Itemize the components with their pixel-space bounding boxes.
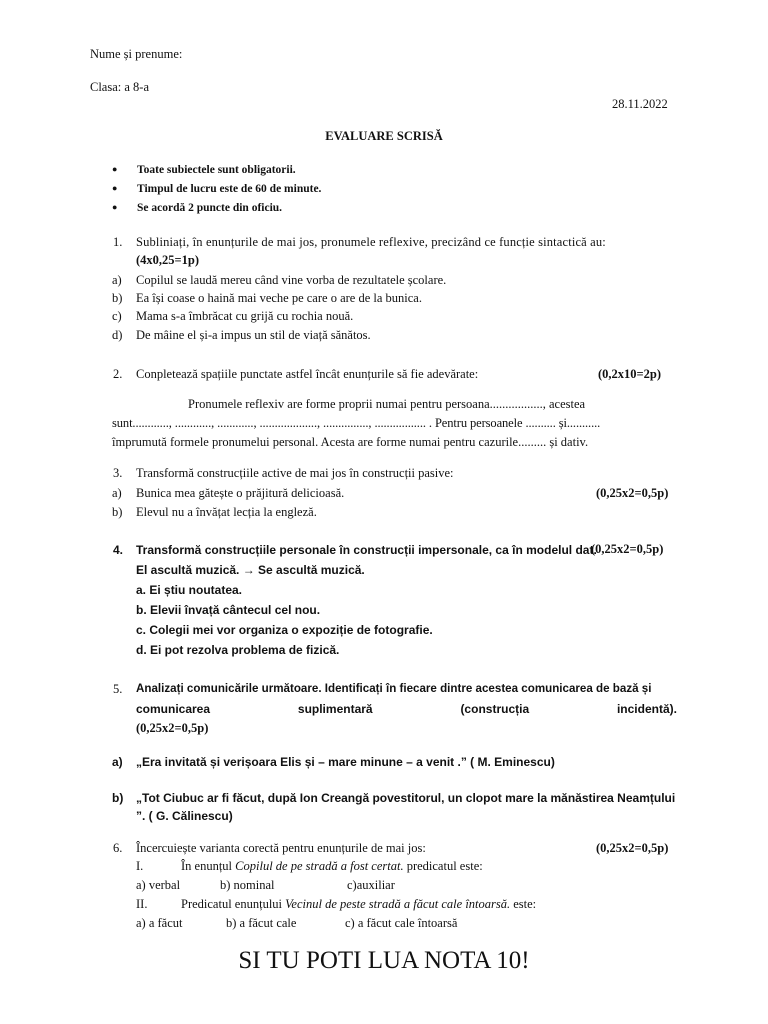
class-label: Clasa: a 8-a bbox=[90, 80, 150, 94]
q1-number: 1. bbox=[113, 235, 123, 249]
q6-i-option[interactable]: a) verbal bbox=[136, 878, 181, 892]
q6-i-text: În enunțul Copilul de pe stradă a fost certat. predicatul este: bbox=[181, 859, 483, 873]
q2-paragraph-line: împrumută formele pronumelui personal. Acesta are forme numai pentru cazurile......... și dativ. bbox=[112, 435, 589, 449]
q5-text: Analizați comunicările următoare. Identificați în fiecare dintre acestea comunicarea de bază și bbox=[136, 682, 652, 695]
q6-ii-option[interactable]: b) a făcut cale bbox=[226, 916, 297, 930]
bullet-icon: ● bbox=[112, 164, 118, 174]
q5-b-text-cont: ”. ( G. Călinescu) bbox=[136, 809, 233, 823]
q5-points: (0,25x2=0,5p) bbox=[136, 721, 209, 735]
q6-ii-option[interactable]: c) a făcut cale întoarsă bbox=[345, 916, 458, 930]
q5-text-line2: comunicarea suplimentară (construcția incidentă). bbox=[136, 702, 677, 716]
list-item: c) Mama s-a îmbrăcat cu grijă cu rochia nouă. bbox=[112, 309, 354, 323]
footer-slogan: SI TU POTI LUA NOTA 10! bbox=[238, 947, 530, 974]
q5-number: 5. bbox=[113, 682, 123, 696]
list-item: b) Elevul nu a învățat lecția la engleză. bbox=[112, 505, 317, 519]
list-item: b) Ea își coase o haină mai veche pe care o are de la bunica. bbox=[112, 291, 422, 305]
q2-paragraph-line: Pronumele reflexiv are forme proprii numai pentru persoana................., acestea bbox=[188, 397, 586, 411]
list-item: d. Ei pot rezolva problema de fizică. bbox=[136, 643, 340, 657]
q4-points: (0,25x2=0,5p) bbox=[591, 542, 664, 556]
date: 28.11.2022 bbox=[612, 97, 668, 111]
q6-points: (0,25x2=0,5p) bbox=[596, 841, 669, 855]
q2-text: Conpletează spațiile punctate astfel încât enunțurile să fie adevărate: bbox=[136, 367, 479, 381]
q6-ii-text: Predicatul enunțului Vecinul de peste stradă a făcut cale întoarsă. este: bbox=[181, 897, 537, 911]
q3-points: (0,25x2=0,5p) bbox=[596, 486, 669, 500]
q4-text: Transformă construcțiile personale în construcții impersonale, ca în modelul dat. bbox=[136, 543, 597, 557]
q4-model: El ascultă muzică. → Se ascultă muzică. bbox=[136, 563, 365, 577]
q6-ii-label: II. bbox=[136, 897, 148, 911]
name-label: Nume și prenume: bbox=[90, 47, 183, 61]
q1-text: Subliniați, în enunțurile de mai jos, pronumele reflexive, precizând ce funcție sintactică au: bbox=[136, 235, 606, 249]
list-item: c. Colegii mei vor organiza o expoziție de fotografie. bbox=[136, 623, 433, 637]
q5-b-label: b) bbox=[112, 791, 124, 805]
q6-ii-option[interactable]: a) a făcut bbox=[136, 916, 183, 930]
rule-item: ● Se acordă 2 puncte din oficiu. bbox=[112, 202, 283, 214]
bullet-icon: ● bbox=[112, 183, 118, 193]
rule-item: ● Toate subiectele sunt obligatorii. bbox=[112, 164, 296, 176]
q4-number: 4. bbox=[113, 543, 124, 557]
list-item: d) De mâine el și-a impus un stil de viață sănătos. bbox=[112, 328, 371, 342]
q6-i-option[interactable]: b) nominal bbox=[220, 878, 275, 892]
q2-number: 2. bbox=[113, 367, 123, 381]
q3-text: Transformă construcțiile active de mai jos în construcții pasive: bbox=[136, 466, 454, 480]
list-item: a) Copilul se laudă mereu când vine vorba de rezultatele școlare. bbox=[112, 273, 447, 287]
rule-item: ● Timpul de lucru este de 60 de minute. bbox=[112, 183, 322, 195]
bullet-icon: ● bbox=[112, 202, 118, 212]
q5-a-text: „Era invitată și verișoara Elis și – mare minune – a venit .” ( M. Eminescu) bbox=[136, 755, 555, 769]
q2-points: (0,2x10=2p) bbox=[598, 367, 662, 381]
list-item: a) Bunica mea gătește o prăjitură delicioasă. bbox=[112, 486, 345, 500]
list-item: b. Elevii învață cântecul cel nou. bbox=[136, 603, 321, 617]
q2-paragraph-line: sunt............, ............, ............, ..................., ..............., ................. . Pentru persoanele .......... și........... bbox=[112, 416, 601, 430]
q6-text: Încercuiește varianta corectă pentru enunțurile de mai jos: bbox=[136, 841, 426, 855]
q6-i-option[interactable]: c)auxiliar bbox=[347, 878, 395, 892]
q5-a-label: a) bbox=[112, 755, 123, 769]
list-item: a. Ei știu noutatea. bbox=[136, 583, 243, 597]
page-title: EVALUARE SCRISĂ bbox=[325, 129, 443, 143]
q5-b-text: „Tot Ciubuc ar fi făcut, după Ion Creangă povestitorul, un clopot mare la mănăstirea Neamțului bbox=[136, 791, 676, 805]
q1-points: (4x0,25=1p) bbox=[136, 253, 200, 267]
q6-i-label: I. bbox=[136, 859, 144, 873]
q6-number: 6. bbox=[113, 841, 123, 855]
q3-number: 3. bbox=[113, 466, 123, 480]
